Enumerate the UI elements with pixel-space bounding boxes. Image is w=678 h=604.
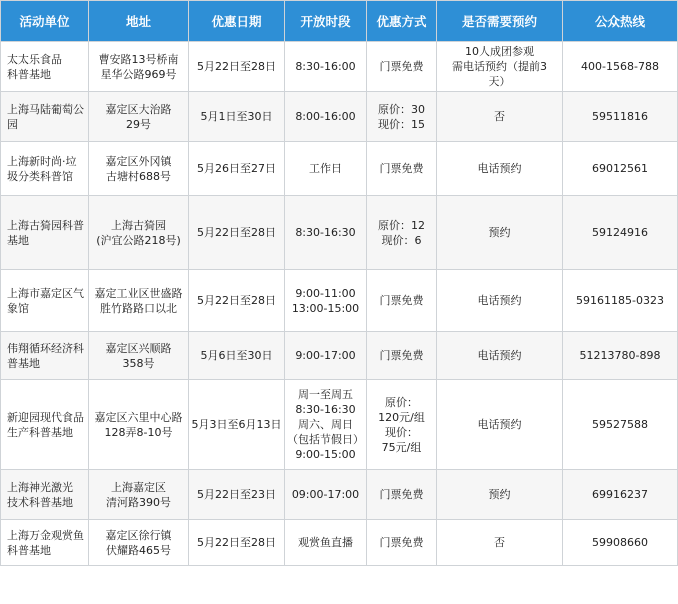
header-unit: 活动单位 bbox=[1, 1, 89, 42]
hotline-cell: 59124916 bbox=[563, 196, 678, 270]
reservation-cell: 10人成团参观 需电话预约（提前3 天） bbox=[437, 42, 563, 92]
hours-cell: 9:00-17:00 bbox=[285, 332, 367, 380]
date-cell: 5月22日至28日 bbox=[189, 196, 285, 270]
hours-cell: 8:30-16:30 bbox=[285, 196, 367, 270]
hours-cell: 周一至周五 8:30-16:30 周六、周日 （包括节假日） 9:00-15:00 bbox=[285, 380, 367, 470]
reservation-cell: 否 bbox=[437, 92, 563, 142]
address-cell: 嘉定工业区世盛路 胜竹路路口以北 bbox=[89, 270, 189, 332]
hours-cell: 09:00-17:00 bbox=[285, 470, 367, 520]
unit-cell: 上海马陆葡萄公 园 bbox=[1, 92, 89, 142]
address-cell: 嘉定区兴顺路 358号 bbox=[89, 332, 189, 380]
table-row bbox=[1, 42, 678, 92]
reservation-cell: 电话预约 bbox=[437, 270, 563, 332]
address-cell: 嘉定区外冈镇 古塘村688号 bbox=[89, 142, 189, 196]
hotline-cell: 69012561 bbox=[563, 142, 678, 196]
header-address: 地址 bbox=[89, 1, 189, 42]
table-row bbox=[1, 380, 678, 470]
address-cell: 曹安路13号桥南 星华公路969号 bbox=[89, 42, 189, 92]
hotline-cell: 69916237 bbox=[563, 470, 678, 520]
date-cell: 5月3日至6月13日 bbox=[189, 380, 285, 470]
discount-cell: 原价： 120元/组 现价： 75元/组 bbox=[367, 380, 437, 470]
hotline-cell: 51213780-898 bbox=[563, 332, 678, 380]
unit-cell: 上海古猗园科普 基地 bbox=[1, 196, 89, 270]
address-cell: 上海嘉定区 清河路390号 bbox=[89, 470, 189, 520]
date-cell: 5月22日至28日 bbox=[189, 270, 285, 332]
table-row bbox=[1, 270, 678, 332]
unit-cell: 上海新时尚·垃 圾分类科普馆 bbox=[1, 142, 89, 196]
address-cell: 嘉定区大治路 29号 bbox=[89, 92, 189, 142]
header-discount: 优惠方式 bbox=[367, 1, 437, 42]
date-cell: 5月26日至27日 bbox=[189, 142, 285, 196]
table-row bbox=[1, 332, 678, 380]
address-cell: 嘉定区六里中心路 128弄8-10号 bbox=[89, 380, 189, 470]
date-cell: 5月22日至28日 bbox=[189, 520, 285, 566]
hotline-cell: 59511816 bbox=[563, 92, 678, 142]
unit-cell: 上海神光激光 技术科普基地 bbox=[1, 470, 89, 520]
table-row bbox=[1, 142, 678, 196]
discount-cell: 门票免费 bbox=[367, 520, 437, 566]
hotline-cell: 400-1568-788 bbox=[563, 42, 678, 92]
hours-cell: 9:00-11:00 13:00-15:00 bbox=[285, 270, 367, 332]
date-cell: 5月22日至28日 bbox=[189, 42, 285, 92]
unit-cell: 伟翔循环经济科 普基地 bbox=[1, 332, 89, 380]
address-cell: 嘉定区徐行镇 伏耀路465号 bbox=[89, 520, 189, 566]
address-cell: 上海古猗园 (沪宜公路218号) bbox=[89, 196, 189, 270]
hotline-cell: 59161185-0323 bbox=[563, 270, 678, 332]
hours-cell: 工作日 bbox=[285, 142, 367, 196]
header-hotline: 公众热线 bbox=[563, 1, 678, 42]
table-row bbox=[1, 470, 678, 520]
hours-cell: 观赏鱼直播 bbox=[285, 520, 367, 566]
header-dates: 优惠日期 bbox=[189, 1, 285, 42]
discount-cell: 原价：12 现价：6 bbox=[367, 196, 437, 270]
date-cell: 5月1日至30日 bbox=[189, 92, 285, 142]
header-row bbox=[1, 1, 678, 42]
unit-cell: 上海市嘉定区气 象馆 bbox=[1, 270, 89, 332]
discount-cell: 原价：30 现价：15 bbox=[367, 92, 437, 142]
reservation-cell: 电话预约 bbox=[437, 332, 563, 380]
hours-cell: 8:30-16:00 bbox=[285, 42, 367, 92]
hotline-cell: 59527588 bbox=[563, 380, 678, 470]
discount-cell: 门票免费 bbox=[367, 470, 437, 520]
discount-cell: 门票免费 bbox=[367, 270, 437, 332]
hours-cell: 8:00-16:00 bbox=[285, 92, 367, 142]
unit-cell: 新迎园现代食品 生产科普基地 bbox=[1, 380, 89, 470]
table-row bbox=[1, 92, 678, 142]
discount-cell: 门票免费 bbox=[367, 142, 437, 196]
reservation-cell: 预约 bbox=[437, 470, 563, 520]
reservation-cell: 电话预约 bbox=[437, 142, 563, 196]
unit-cell: 上海万金观赏鱼 科普基地 bbox=[1, 520, 89, 566]
discount-cell: 门票免费 bbox=[367, 332, 437, 380]
reservation-cell: 预约 bbox=[437, 196, 563, 270]
unit-cell: 太太乐食品 科普基地 bbox=[1, 42, 89, 92]
date-cell: 5月6日至30日 bbox=[189, 332, 285, 380]
header-reservation: 是否需要预约 bbox=[437, 1, 563, 42]
table-row bbox=[1, 196, 678, 270]
hotline-cell: 59908660 bbox=[563, 520, 678, 566]
discount-cell: 门票免费 bbox=[367, 42, 437, 92]
date-cell: 5月22日至23日 bbox=[189, 470, 285, 520]
reservation-cell: 电话预约 bbox=[437, 380, 563, 470]
header-hours: 开放时段 bbox=[285, 1, 367, 42]
table-row bbox=[1, 520, 678, 566]
reservation-cell: 否 bbox=[437, 520, 563, 566]
